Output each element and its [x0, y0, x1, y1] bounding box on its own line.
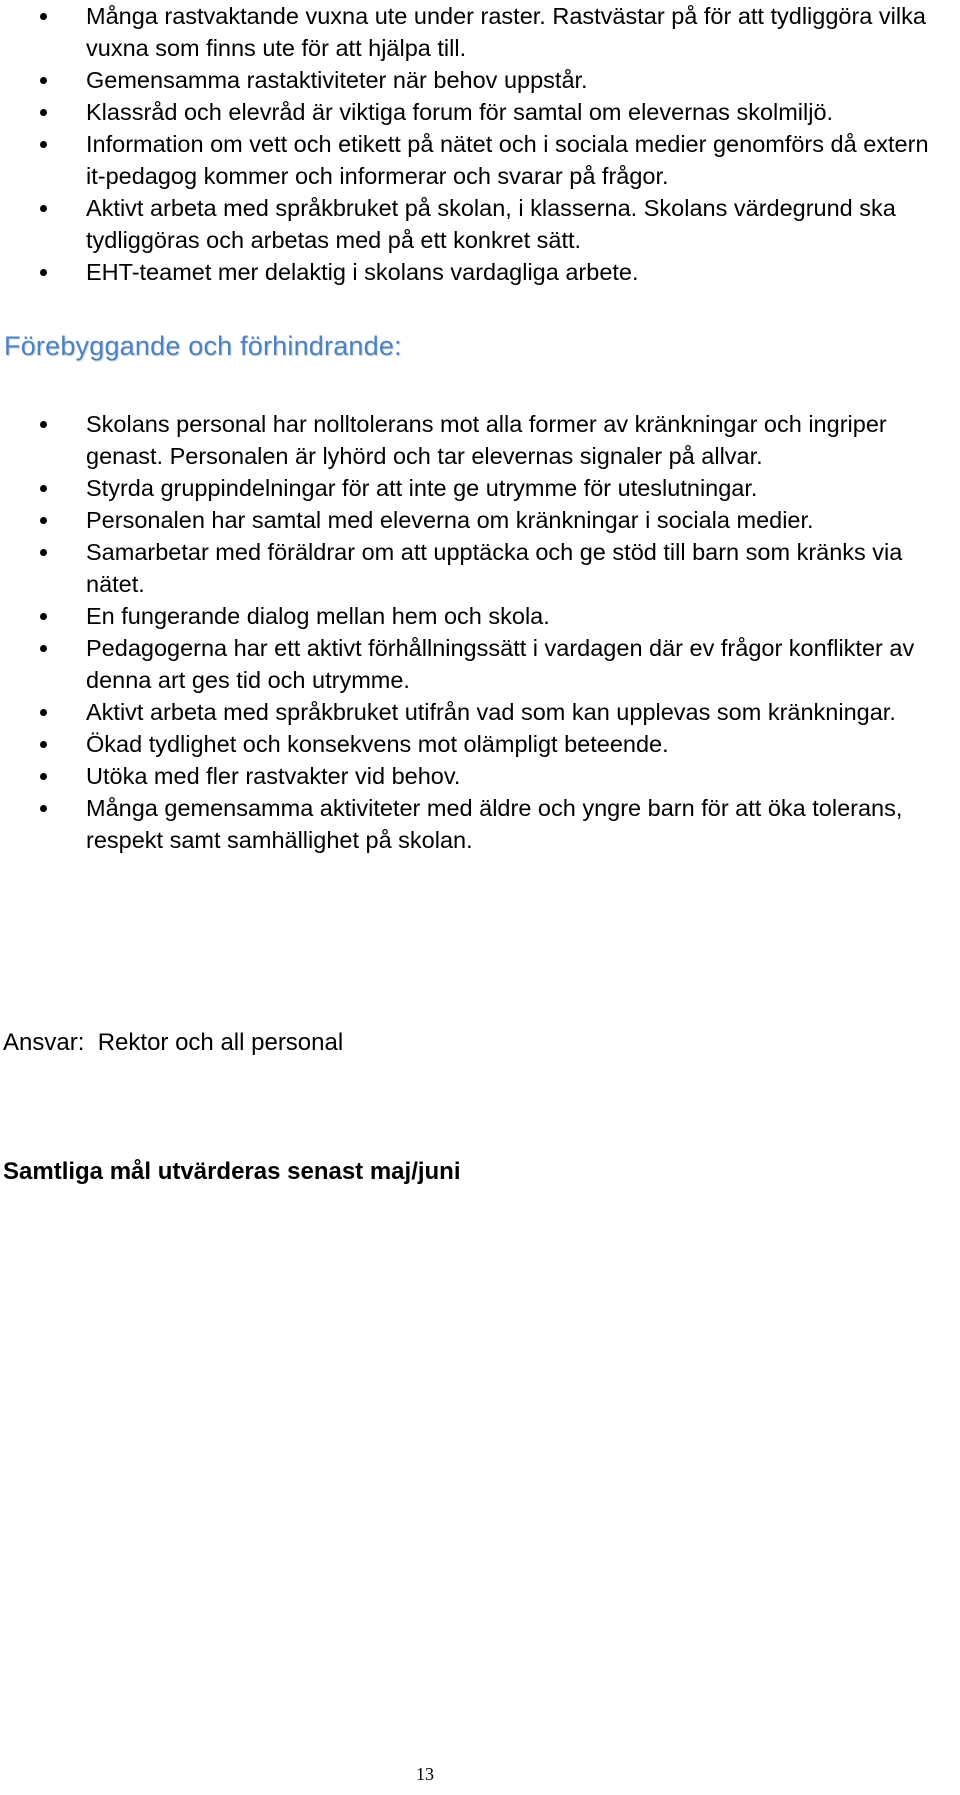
bullet-icon: [40, 77, 47, 84]
evaluation-note: Samtliga mål utvärderas senast maj/juni: [3, 1158, 461, 1185]
bullet-icon: [40, 709, 47, 716]
list-item: [0, 728, 950, 760]
bullet-icon: [40, 205, 47, 212]
bullet-icon: [40, 613, 47, 620]
list-item: [0, 64, 950, 96]
list-item-text: Utöka med fler rastvakter vid behov.: [86, 763, 461, 789]
list-item: [0, 128, 950, 192]
bullet-icon: [40, 773, 47, 780]
bullet-icon: [40, 805, 47, 812]
list-item-text: Många gemensamma aktiviteter med äldre och yngre barn för att öka tolerans, respekt samt samhällighet på skolan.: [86, 795, 903, 853]
list-item: [0, 504, 950, 536]
list-item-text: Styrda gruppindelningar för att inte ge utrymme för uteslutningar.: [86, 475, 758, 501]
list-item: [0, 472, 950, 504]
list-item-text: Samarbetar med föräldrar om att upptäcka och ge stöd till barn som kränks via nätet.: [86, 539, 903, 597]
bullet-icon: [40, 485, 47, 492]
list-item: [0, 96, 950, 128]
list-item: [0, 792, 950, 856]
list-item: [0, 408, 950, 472]
list-item: [0, 760, 950, 792]
bullet-icon: [40, 645, 47, 652]
list-item-text: Klassråd och elevråd är viktiga forum för samtal om elevernas skolmiljö.: [86, 99, 834, 125]
measures-list-bottom: [0, 408, 950, 856]
list-item-text: Många rastvaktande vuxna ute under raster. Rastvästar på för att tydliggöra vilka vuxna som finns ute för att hjälpa till.: [86, 3, 926, 61]
responsibility-label: Ansvar:: [3, 1029, 85, 1056]
list-item-text: Personalen har samtal med eleverna om kränkningar i sociala medier.: [86, 507, 814, 533]
bullet-icon: [40, 517, 47, 524]
list-item-text: Information om vett och etikett på nätet och i sociala medier genomförs då extern it-pedagog kommer och informerar och svarar på frågor.: [86, 131, 929, 189]
list-item: [0, 600, 950, 632]
list-item: [0, 696, 950, 728]
bullet-icon: [40, 269, 47, 276]
list-item-text: En fungerande dialog mellan hem och skola.: [86, 603, 550, 629]
list-item: [0, 256, 950, 288]
bullet-icon: [40, 109, 47, 116]
bullet-icon: [40, 421, 47, 428]
measures-list-top: [0, 0, 950, 288]
section-heading: Förebyggande och förhindrande:: [4, 331, 402, 361]
list-item-text: Ökad tydlighet och konsekvens mot olämpligt beteende.: [86, 731, 669, 757]
responsibility-value: Rektor och all personal: [97, 1029, 344, 1056]
responsibility-line: [3, 1029, 343, 1057]
bullet-icon: [40, 13, 47, 20]
list-item-text: EHT-teamet mer delaktig i skolans vardagliga arbete.: [86, 259, 639, 285]
bullet-icon: [40, 741, 47, 748]
list-item-text: Aktivt arbeta med språkbruket på skolan, i klasserna. Skolans värdegrund ska tydliggöras och arbetas med på ett konkret sätt.: [86, 195, 896, 253]
list-item: [0, 536, 950, 600]
list-item-text: Aktivt arbeta med språkbruket utifrån vad som kan upplevas som kränkningar.: [86, 699, 896, 725]
page-number: 13: [416, 1764, 434, 1784]
list-item-text: Pedagogerna har ett aktivt förhållningssätt i vardagen där ev frågor konflikter av denna art ges tid och utrymme.: [86, 635, 915, 693]
list-item-text: Skolans personal har nolltolerans mot alla former av kränkningar och ingriper genast. Personalen är lyhörd och tar elevernas signaler på allvar.: [86, 411, 887, 469]
bullet-icon: [40, 141, 47, 148]
list-item: [0, 0, 950, 64]
list-item: [0, 192, 950, 256]
list-item-text: Gemensamma rastaktiviteter när behov uppstår.: [86, 67, 588, 93]
bullet-icon: [40, 549, 47, 556]
list-item: [0, 632, 950, 696]
